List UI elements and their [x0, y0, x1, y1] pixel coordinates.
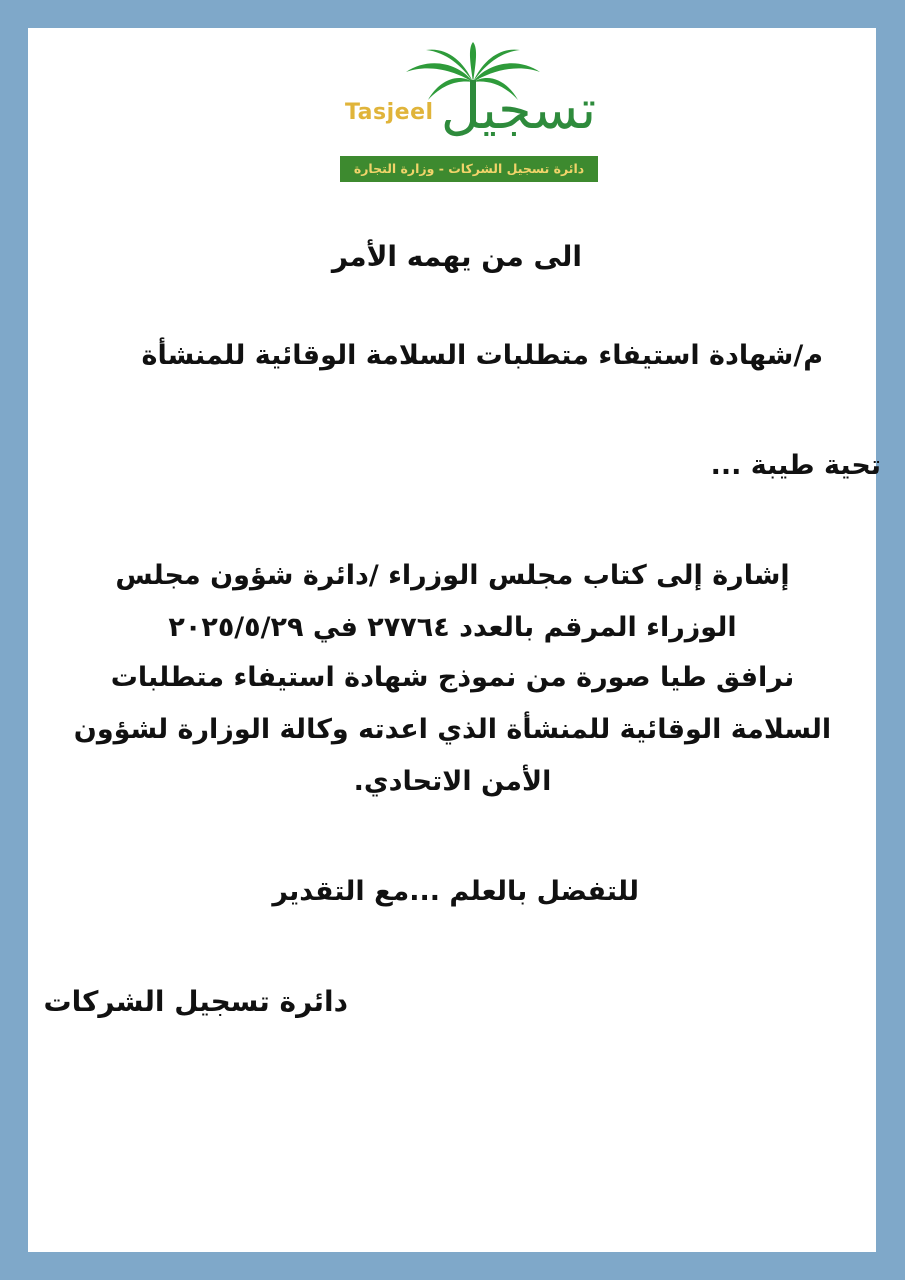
- logo-latin-text: Tasjeel: [345, 100, 434, 125]
- body-line: الوزراء المرقم بالعدد ٢٧٧٦٤ في ٢٠٢٥/٥/٢٩: [168, 612, 737, 643]
- subject-line: م/شهادة استيفاء متطلبات السلامة الوقائية للمنشأة: [141, 340, 823, 371]
- logo-tagline: دائرة تسجيل الشركات - وزارة التجارة: [340, 156, 598, 182]
- body-line: السلامة الوقائية للمنشأة الذي اعدته وكالة الوزارة لشؤون: [73, 714, 832, 745]
- body-line: إشارة إلى كتاب مجلس الوزراء /دائرة شؤون مجلس: [115, 560, 790, 591]
- tasjeel-logo: [340, 42, 600, 184]
- salutation: تحية طيبة ...: [710, 450, 881, 481]
- greeting: الى من يهمه الأمر: [331, 240, 582, 273]
- body-line: نرافق طيا صورة من نموذج شهادة استيفاء متطلبات: [110, 662, 795, 693]
- closing-line: للتفضل بالعلم ...مع التقدير: [272, 876, 639, 907]
- logo-arabic-text: تسجيل: [440, 78, 597, 141]
- signature: دائرة تسجيل الشركات: [43, 985, 348, 1018]
- body-line: الأمن الاتحادي.: [353, 766, 552, 797]
